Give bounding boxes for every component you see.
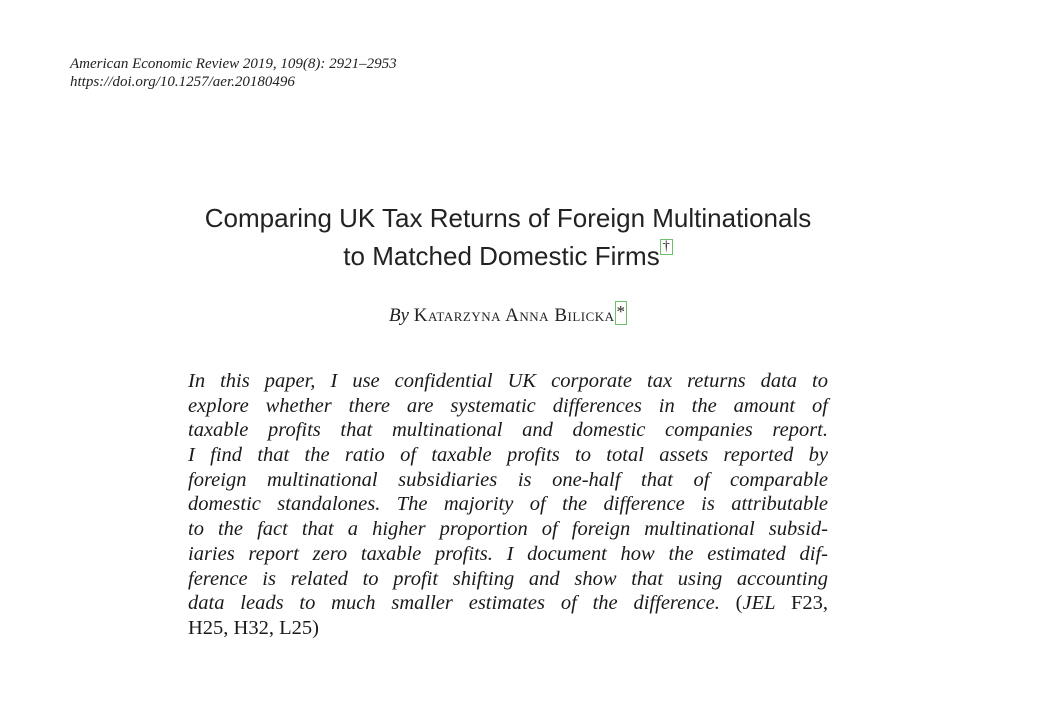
abstract-line-with-jel — [188, 591, 828, 616]
title-line-2 — [0, 237, 1016, 275]
abstract-line: iaries report zero taxable profits. I document how the estimated dif- — [188, 542, 828, 565]
abstract-line: data leads to much smaller estimates of the difference. — [188, 592, 720, 615]
abstract — [188, 369, 828, 641]
journal-header — [70, 55, 397, 91]
title-footnote-link[interactable]: † — [660, 239, 673, 255]
journal-citation: American Economic Review 2019, 109(8): 2921–2953 — [70, 56, 397, 72]
jel-codes: F23, — [791, 592, 829, 615]
jel-open-paren: ( — [735, 592, 743, 615]
abstract-line: to the fact that a higher proportion of foreign multinational subsid- — [188, 518, 828, 541]
title-line-2-text: to Matched Domestic Firms — [343, 241, 660, 271]
title-line-1: Comparing UK Tax Returns of Foreign Multinationals — [204, 203, 812, 233]
author-name: Katarzyna Anna Bilicka — [413, 305, 615, 326]
abstract-line: foreign multinational subsidiaries is one-half that of comparable — [188, 468, 828, 491]
jel-codes-continued: H25, H32, L25) — [188, 616, 319, 639]
abstract-line: I find that the ratio of taxable profits to total assets reported by — [188, 444, 828, 467]
doi-link[interactable]: https://doi.org/10.1257/aer.20180496 — [70, 74, 295, 90]
byline — [0, 302, 1016, 330]
author-footnote-link[interactable]: * — [615, 301, 628, 325]
paper-title — [0, 199, 1016, 275]
jel-label: JEL — [742, 592, 776, 615]
abstract-line: explore whether there are systematic differences in the amount of — [188, 394, 828, 417]
abstract-line: domestic standalones. The majority of the difference is attributable — [188, 493, 828, 516]
abstract-line: ference is related to profit shifting and show that using accounting — [188, 567, 828, 590]
abstract-line: In this paper, I use confidential UK corporate tax returns data to — [188, 370, 828, 392]
byline-prefix: By — [388, 305, 409, 326]
abstract-line: taxable profits that multinational and domestic companies report. — [188, 419, 828, 442]
